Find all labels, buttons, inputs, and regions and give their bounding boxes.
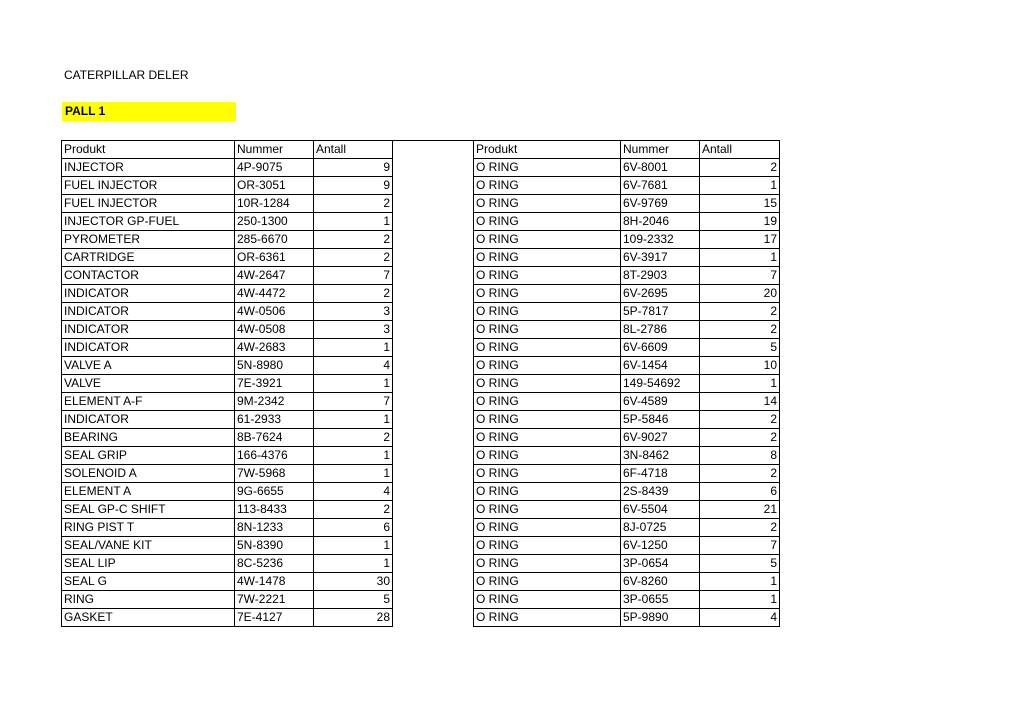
gap-cell[interactable] — [393, 267, 474, 285]
quantity-cell[interactable]: 1 — [314, 465, 393, 483]
table-row — [62, 591, 780, 609]
part-number-cell[interactable]: 6V-7681 — [621, 177, 700, 195]
part-number-cell[interactable]: 6V-4589 — [621, 393, 700, 411]
quantity-cell[interactable]: 4 — [700, 609, 780, 627]
header-cell-nummer-left[interactable]: Nummer — [235, 141, 314, 159]
table-row — [62, 411, 780, 429]
part-number-cell[interactable]: 6V-1250 — [621, 537, 700, 555]
quantity-cell[interactable]: 2 — [700, 465, 780, 483]
quantity-cell[interactable]: 5 — [314, 591, 393, 609]
part-number-cell[interactable]: 6V-3917 — [621, 249, 700, 267]
table-row — [62, 249, 780, 267]
quantity-cell[interactable]: 3 — [314, 303, 393, 321]
product-cell[interactable]: O RING — [474, 429, 621, 447]
table-row — [62, 303, 780, 321]
quantity-cell[interactable]: 5 — [700, 339, 780, 357]
gap-cell[interactable] — [393, 591, 474, 609]
product-cell[interactable]: SEAL GP-C SHIFT — [62, 501, 235, 519]
product-cell[interactable]: ELEMENT A — [62, 483, 235, 501]
gap-cell[interactable] — [393, 465, 474, 483]
product-cell[interactable]: INJECTOR — [62, 159, 235, 177]
quantity-cell[interactable]: 2 — [314, 429, 393, 447]
part-number-cell[interactable]: 8H-2046 — [621, 213, 700, 231]
quantity-cell[interactable]: 21 — [700, 501, 780, 519]
product-cell[interactable]: O RING — [474, 393, 621, 411]
product-cell[interactable]: SEAL/VANE KIT — [62, 537, 235, 555]
quantity-cell[interactable]: 1 — [314, 213, 393, 231]
product-cell[interactable]: INDICATOR — [62, 321, 235, 339]
gap-cell[interactable] — [393, 537, 474, 555]
gap-cell[interactable] — [393, 609, 474, 627]
product-cell[interactable]: INDICATOR — [62, 339, 235, 357]
header-cell-nummer-right[interactable]: Nummer — [621, 141, 700, 159]
quantity-cell[interactable]: 1 — [700, 249, 780, 267]
product-cell[interactable]: O RING — [474, 267, 621, 285]
quantity-cell[interactable]: 1 — [700, 573, 780, 591]
product-cell[interactable]: O RING — [474, 447, 621, 465]
part-number-cell[interactable]: 113-8433 — [235, 501, 314, 519]
table-row — [62, 357, 780, 375]
product-cell[interactable]: SEAL LIP — [62, 555, 235, 573]
product-cell[interactable]: O RING — [474, 339, 621, 357]
gap-cell[interactable] — [393, 249, 474, 267]
product-cell[interactable]: O RING — [474, 195, 621, 213]
product-cell[interactable]: O RING — [474, 465, 621, 483]
product-cell[interactable]: O RING — [474, 591, 621, 609]
part-number-cell[interactable]: OR-6361 — [235, 249, 314, 267]
table-row — [62, 519, 780, 537]
part-number-cell[interactable]: 285-6670 — [235, 231, 314, 249]
quantity-cell[interactable]: 9 — [314, 159, 393, 177]
quantity-cell[interactable]: 1 — [314, 375, 393, 393]
part-number-cell[interactable]: 3P-0655 — [621, 591, 700, 609]
gap-cell[interactable] — [393, 303, 474, 321]
quantity-cell[interactable]: 7 — [700, 537, 780, 555]
gap-cell[interactable] — [393, 501, 474, 519]
part-number-cell[interactable]: 8C-5236 — [235, 555, 314, 573]
part-number-cell[interactable]: 250-1300 — [235, 213, 314, 231]
quantity-cell[interactable]: 2 — [700, 321, 780, 339]
product-cell[interactable]: O RING — [474, 555, 621, 573]
part-number-cell[interactable]: 6V-2695 — [621, 285, 700, 303]
quantity-cell[interactable]: 2 — [314, 249, 393, 267]
product-cell[interactable]: RING PIST T — [62, 519, 235, 537]
table-row — [62, 231, 780, 249]
part-number-cell[interactable]: 7W-5968 — [235, 465, 314, 483]
quantity-cell[interactable]: 2 — [700, 519, 780, 537]
quantity-cell[interactable]: 30 — [314, 573, 393, 591]
gap-cell[interactable] — [393, 285, 474, 303]
quantity-cell[interactable]: 6 — [700, 483, 780, 501]
product-cell[interactable]: O RING — [474, 483, 621, 501]
table-row — [62, 339, 780, 357]
table-row — [62, 177, 780, 195]
gap-cell[interactable] — [393, 231, 474, 249]
table-header-row — [62, 141, 780, 159]
quantity-cell[interactable]: 8 — [700, 447, 780, 465]
gap-cell[interactable] — [393, 411, 474, 429]
product-cell[interactable]: CARTRIDGE — [62, 249, 235, 267]
quantity-cell[interactable]: 19 — [700, 213, 780, 231]
quantity-cell[interactable]: 1 — [700, 177, 780, 195]
part-number-cell[interactable]: 10R-1284 — [235, 195, 314, 213]
part-number-cell[interactable]: 149-54692 — [621, 375, 700, 393]
header-cell-antall-left[interactable]: Antall — [314, 141, 393, 159]
table-row — [62, 267, 780, 285]
product-cell[interactable]: O RING — [474, 177, 621, 195]
product-cell[interactable]: O RING — [474, 537, 621, 555]
table-row — [62, 465, 780, 483]
gap-cell[interactable] — [393, 393, 474, 411]
quantity-cell[interactable]: 1 — [314, 555, 393, 573]
quantity-cell[interactable]: 7 — [314, 267, 393, 285]
part-number-cell[interactable]: 6V-8260 — [621, 573, 700, 591]
part-number-cell[interactable]: 3N-8462 — [621, 447, 700, 465]
product-cell[interactable]: O RING — [474, 375, 621, 393]
product-cell[interactable]: PYROMETER — [62, 231, 235, 249]
quantity-cell[interactable]: 17 — [700, 231, 780, 249]
document-title: CATERPILLAR DELER — [64, 68, 189, 82]
part-number-cell[interactable]: 7W-2221 — [235, 591, 314, 609]
product-cell[interactable]: FUEL INJECTOR — [62, 177, 235, 195]
table-row — [62, 285, 780, 303]
product-cell[interactable]: SOLENOID A — [62, 465, 235, 483]
part-number-cell[interactable]: 6V-9027 — [621, 429, 700, 447]
part-number-cell[interactable]: 4W-0506 — [235, 303, 314, 321]
quantity-cell[interactable]: 1 — [314, 447, 393, 465]
gap-cell[interactable] — [393, 555, 474, 573]
part-number-cell[interactable]: 8B-7624 — [235, 429, 314, 447]
quantity-cell[interactable]: 2 — [314, 501, 393, 519]
quantity-cell[interactable]: 1 — [700, 591, 780, 609]
table-row — [62, 609, 780, 627]
gap-cell[interactable] — [393, 483, 474, 501]
part-number-cell[interactable]: 4W-0508 — [235, 321, 314, 339]
part-number-cell[interactable]: 109-2332 — [621, 231, 700, 249]
product-cell[interactable]: O RING — [474, 159, 621, 177]
part-number-cell[interactable]: 3P-0654 — [621, 555, 700, 573]
quantity-cell[interactable]: 4 — [314, 483, 393, 501]
quantity-cell[interactable]: 1 — [314, 339, 393, 357]
quantity-cell[interactable]: 2 — [700, 159, 780, 177]
product-cell[interactable]: SEAL GRIP — [62, 447, 235, 465]
part-number-cell[interactable]: 6V-1454 — [621, 357, 700, 375]
quantity-cell[interactable]: 7 — [314, 393, 393, 411]
quantity-cell[interactable]: 2 — [314, 195, 393, 213]
table-row — [62, 555, 780, 573]
product-cell[interactable]: O RING — [474, 231, 621, 249]
part-number-cell[interactable]: 4W-2647 — [235, 267, 314, 285]
product-cell[interactable]: O RING — [474, 573, 621, 591]
parts-table — [61, 140, 780, 627]
header-cell-produkt-left[interactable]: Produkt — [62, 141, 235, 159]
product-cell[interactable]: VALVE A — [62, 357, 235, 375]
product-cell[interactable]: O RING — [474, 213, 621, 231]
quantity-cell[interactable]: 2 — [314, 231, 393, 249]
quantity-cell[interactable]: 28 — [314, 609, 393, 627]
product-cell[interactable]: INDICATOR — [62, 411, 235, 429]
part-number-cell[interactable]: 7E-4127 — [235, 609, 314, 627]
header-cell-antall-right[interactable]: Antall — [700, 141, 780, 159]
product-cell[interactable]: O RING — [474, 249, 621, 267]
table-row — [62, 537, 780, 555]
table-row — [62, 501, 780, 519]
part-number-cell[interactable]: 6V-8001 — [621, 159, 700, 177]
gap-cell[interactable] — [393, 141, 474, 159]
product-cell[interactable]: ELEMENT A-F — [62, 393, 235, 411]
gap-cell[interactable] — [393, 573, 474, 591]
product-cell[interactable]: CONTACTOR — [62, 267, 235, 285]
product-cell[interactable]: FUEL INJECTOR — [62, 195, 235, 213]
product-cell[interactable]: O RING — [474, 609, 621, 627]
quantity-cell[interactable]: 10 — [700, 357, 780, 375]
part-number-cell[interactable]: 166-4376 — [235, 447, 314, 465]
part-number-cell[interactable]: 6V-6609 — [621, 339, 700, 357]
quantity-cell[interactable]: 1 — [314, 537, 393, 555]
gap-cell[interactable] — [393, 321, 474, 339]
product-cell[interactable]: O RING — [474, 501, 621, 519]
table-row — [62, 213, 780, 231]
gap-cell[interactable] — [393, 447, 474, 465]
gap-cell[interactable] — [393, 213, 474, 231]
quantity-cell[interactable]: 2 — [700, 429, 780, 447]
part-number-cell[interactable]: 8J-0725 — [621, 519, 700, 537]
product-cell[interactable]: GASKET — [62, 609, 235, 627]
product-cell[interactable]: O RING — [474, 303, 621, 321]
product-cell[interactable]: BEARING — [62, 429, 235, 447]
product-cell[interactable]: INDICATOR — [62, 303, 235, 321]
table-row — [62, 375, 780, 393]
part-number-cell[interactable]: 6V-5504 — [621, 501, 700, 519]
gap-cell[interactable] — [393, 429, 474, 447]
quantity-cell[interactable]: 20 — [700, 285, 780, 303]
quantity-cell[interactable]: 1 — [314, 411, 393, 429]
product-cell[interactable]: SEAL G — [62, 573, 235, 591]
product-cell[interactable]: INJECTOR GP-FUEL — [62, 213, 235, 231]
table-row — [62, 483, 780, 501]
quantity-cell[interactable]: 7 — [700, 267, 780, 285]
product-cell[interactable]: O RING — [474, 285, 621, 303]
part-number-cell[interactable]: 8L-2786 — [621, 321, 700, 339]
part-number-cell[interactable]: 9G-6655 — [235, 483, 314, 501]
product-cell[interactable]: O RING — [474, 519, 621, 537]
quantity-cell[interactable]: 14 — [700, 393, 780, 411]
part-number-cell[interactable]: 5P-9890 — [621, 609, 700, 627]
part-number-cell[interactable]: 7E-3921 — [235, 375, 314, 393]
part-number-cell[interactable]: 5P-5846 — [621, 411, 700, 429]
gap-cell[interactable] — [393, 339, 474, 357]
part-number-cell[interactable]: 2S-8439 — [621, 483, 700, 501]
header-cell-produkt-right[interactable]: Produkt — [474, 141, 621, 159]
quantity-cell[interactable]: 2 — [314, 285, 393, 303]
part-number-cell[interactable]: 4W-2683 — [235, 339, 314, 357]
table-row — [62, 573, 780, 591]
table-row — [62, 195, 780, 213]
product-cell[interactable]: VALVE — [62, 375, 235, 393]
gap-cell[interactable] — [393, 177, 474, 195]
part-number-cell[interactable]: 4P-9075 — [235, 159, 314, 177]
table-row — [62, 159, 780, 177]
part-number-cell[interactable]: 8T-2903 — [621, 267, 700, 285]
quantity-cell[interactable]: 3 — [314, 321, 393, 339]
part-number-cell[interactable]: 9M-2342 — [235, 393, 314, 411]
part-number-cell[interactable]: 8N-1233 — [235, 519, 314, 537]
gap-cell[interactable] — [393, 519, 474, 537]
part-number-cell[interactable]: OR-3051 — [235, 177, 314, 195]
part-number-cell[interactable]: 6V-9769 — [621, 195, 700, 213]
part-number-cell[interactable]: 4W-1478 — [235, 573, 314, 591]
quantity-cell[interactable]: 2 — [700, 411, 780, 429]
gap-cell[interactable] — [393, 195, 474, 213]
quantity-cell[interactable]: 6 — [314, 519, 393, 537]
quantity-cell[interactable]: 15 — [700, 195, 780, 213]
part-number-cell[interactable]: 6F-4718 — [621, 465, 700, 483]
pallet-label: PALL 1 — [62, 102, 236, 121]
part-number-cell[interactable]: 5P-7817 — [621, 303, 700, 321]
product-cell[interactable]: O RING — [474, 411, 621, 429]
part-number-cell[interactable]: 61-2933 — [235, 411, 314, 429]
quantity-cell[interactable]: 1 — [700, 375, 780, 393]
gap-cell[interactable] — [393, 159, 474, 177]
quantity-cell[interactable]: 2 — [700, 303, 780, 321]
quantity-cell[interactable]: 4 — [314, 357, 393, 375]
product-cell[interactable]: O RING — [474, 321, 621, 339]
quantity-cell[interactable]: 9 — [314, 177, 393, 195]
part-number-cell[interactable]: 5N-8390 — [235, 537, 314, 555]
product-cell[interactable]: RING — [62, 591, 235, 609]
table-row — [62, 429, 780, 447]
part-number-cell[interactable]: 4W-4472 — [235, 285, 314, 303]
part-number-cell[interactable]: 5N-8980 — [235, 357, 314, 375]
table-row — [62, 321, 780, 339]
gap-cell[interactable] — [393, 375, 474, 393]
table-row — [62, 393, 780, 411]
gap-cell[interactable] — [393, 357, 474, 375]
product-cell[interactable]: O RING — [474, 357, 621, 375]
table-row — [62, 447, 780, 465]
product-cell[interactable]: INDICATOR — [62, 285, 235, 303]
quantity-cell[interactable]: 5 — [700, 555, 780, 573]
